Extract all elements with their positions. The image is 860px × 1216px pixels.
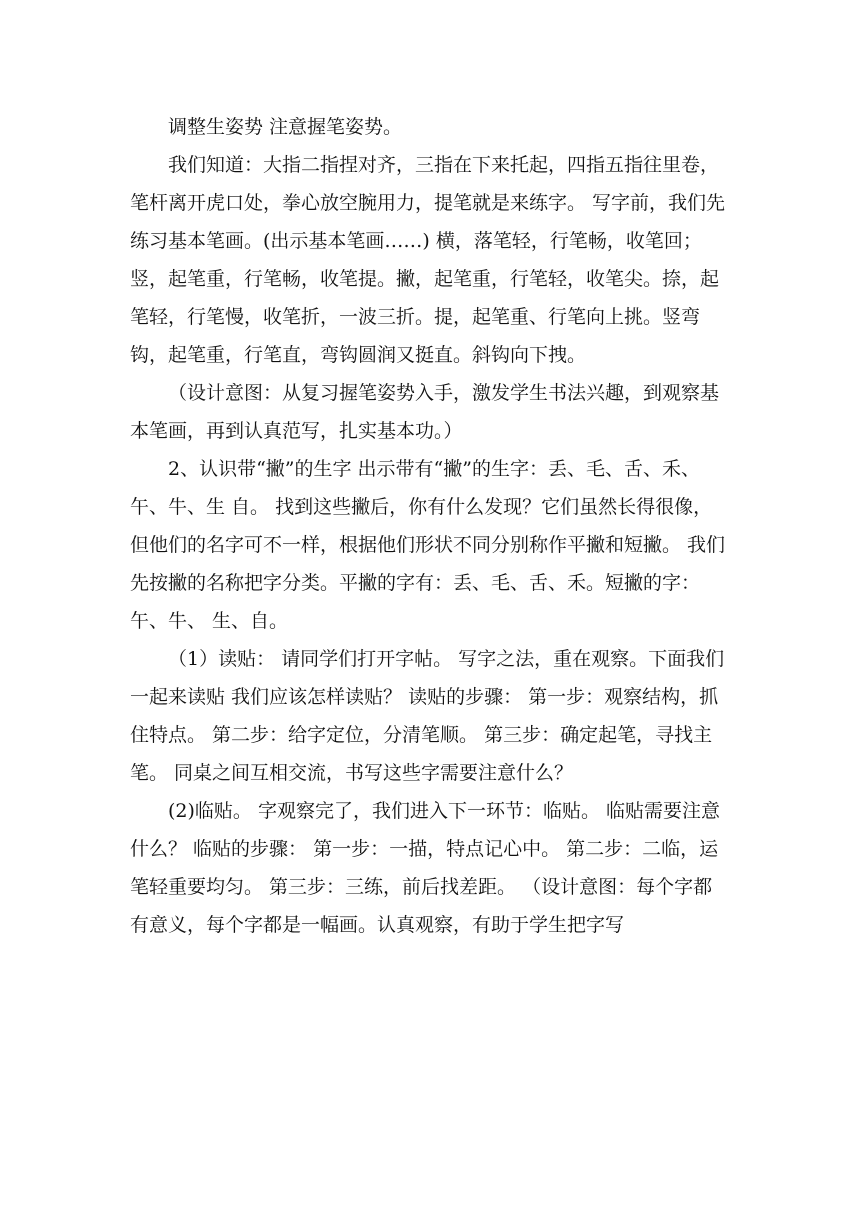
paragraph-pen-grip-and-strokes: 我们知道：大指二指捏对齐，三指在下来托起，四指五指往里卷，笔杆离开虎口处，拳心放空腕用力，提笔就是来练字。 写字前，我们先练习基本笔画。(出示基本笔画……) 横，落笔轻，行笔畅，收笔回；竖，起笔重，行笔畅，收笔提。撇，起笔重，行笔轻，收笔尖。捺，起笔轻，行笔慢，收笔折，一波三折。提，起笔重、行笔向上挑。竖弯钩，起笔重，行笔直，弯钩圆润又挺直。斜钩向下拽。 xyxy=(130,154,726,366)
paragraph-design-intent-1: （设计意图：从复习握笔姿势入手，激发学生书法兴趣，到观察基本笔画，再到认真范写，扎实基本功。） xyxy=(130,382,720,442)
document-body xyxy=(130,108,730,944)
paragraph-reading-copybook: （1）读贴： 请同学们打开字帖。 写字之法，重在观察。下面我们一起来读贴 我们应该怎样读贴？ 读贴的步骤： 第一步：观察结构，抓住特点。 第二步：给字定位，分清笔顺。 第三步：确定起笔，寻找主笔。 同桌之间互相交流，书写这些字需要注意什么？ xyxy=(130,648,725,784)
paragraph-posture: 调整生姿势 注意握笔姿势。 xyxy=(168,116,403,138)
paragraph-copying-copybook: (2)临贴。 字观察完了，我们进入下一环节：临贴。 临贴需要注意什么？ 临贴的步骤： 第一步：一描，特点记心中。 第二步：二临，运笔轻重要均匀。 第三步：三练，前后找差距。 （设计意图：每个字都有意义，每个字都是一幅画。认真观察，有助于学生把字写 xyxy=(130,800,720,936)
paragraph-pie-characters: 2、认识带“撇”的生字 出示带有“撇”的生字：丢、毛、舌、禾、午、牛、生 自。 找到这些撇后，你有什么发现？它们虽然长得很像，但他们的名字可不一样，根据他们形状不同分别称作平撇和短撇。 我们先按撇的名称把字分类。平撇的字有：丢、毛、舌、禾。短撇的字：午、牛、 生、自。 xyxy=(130,458,726,632)
